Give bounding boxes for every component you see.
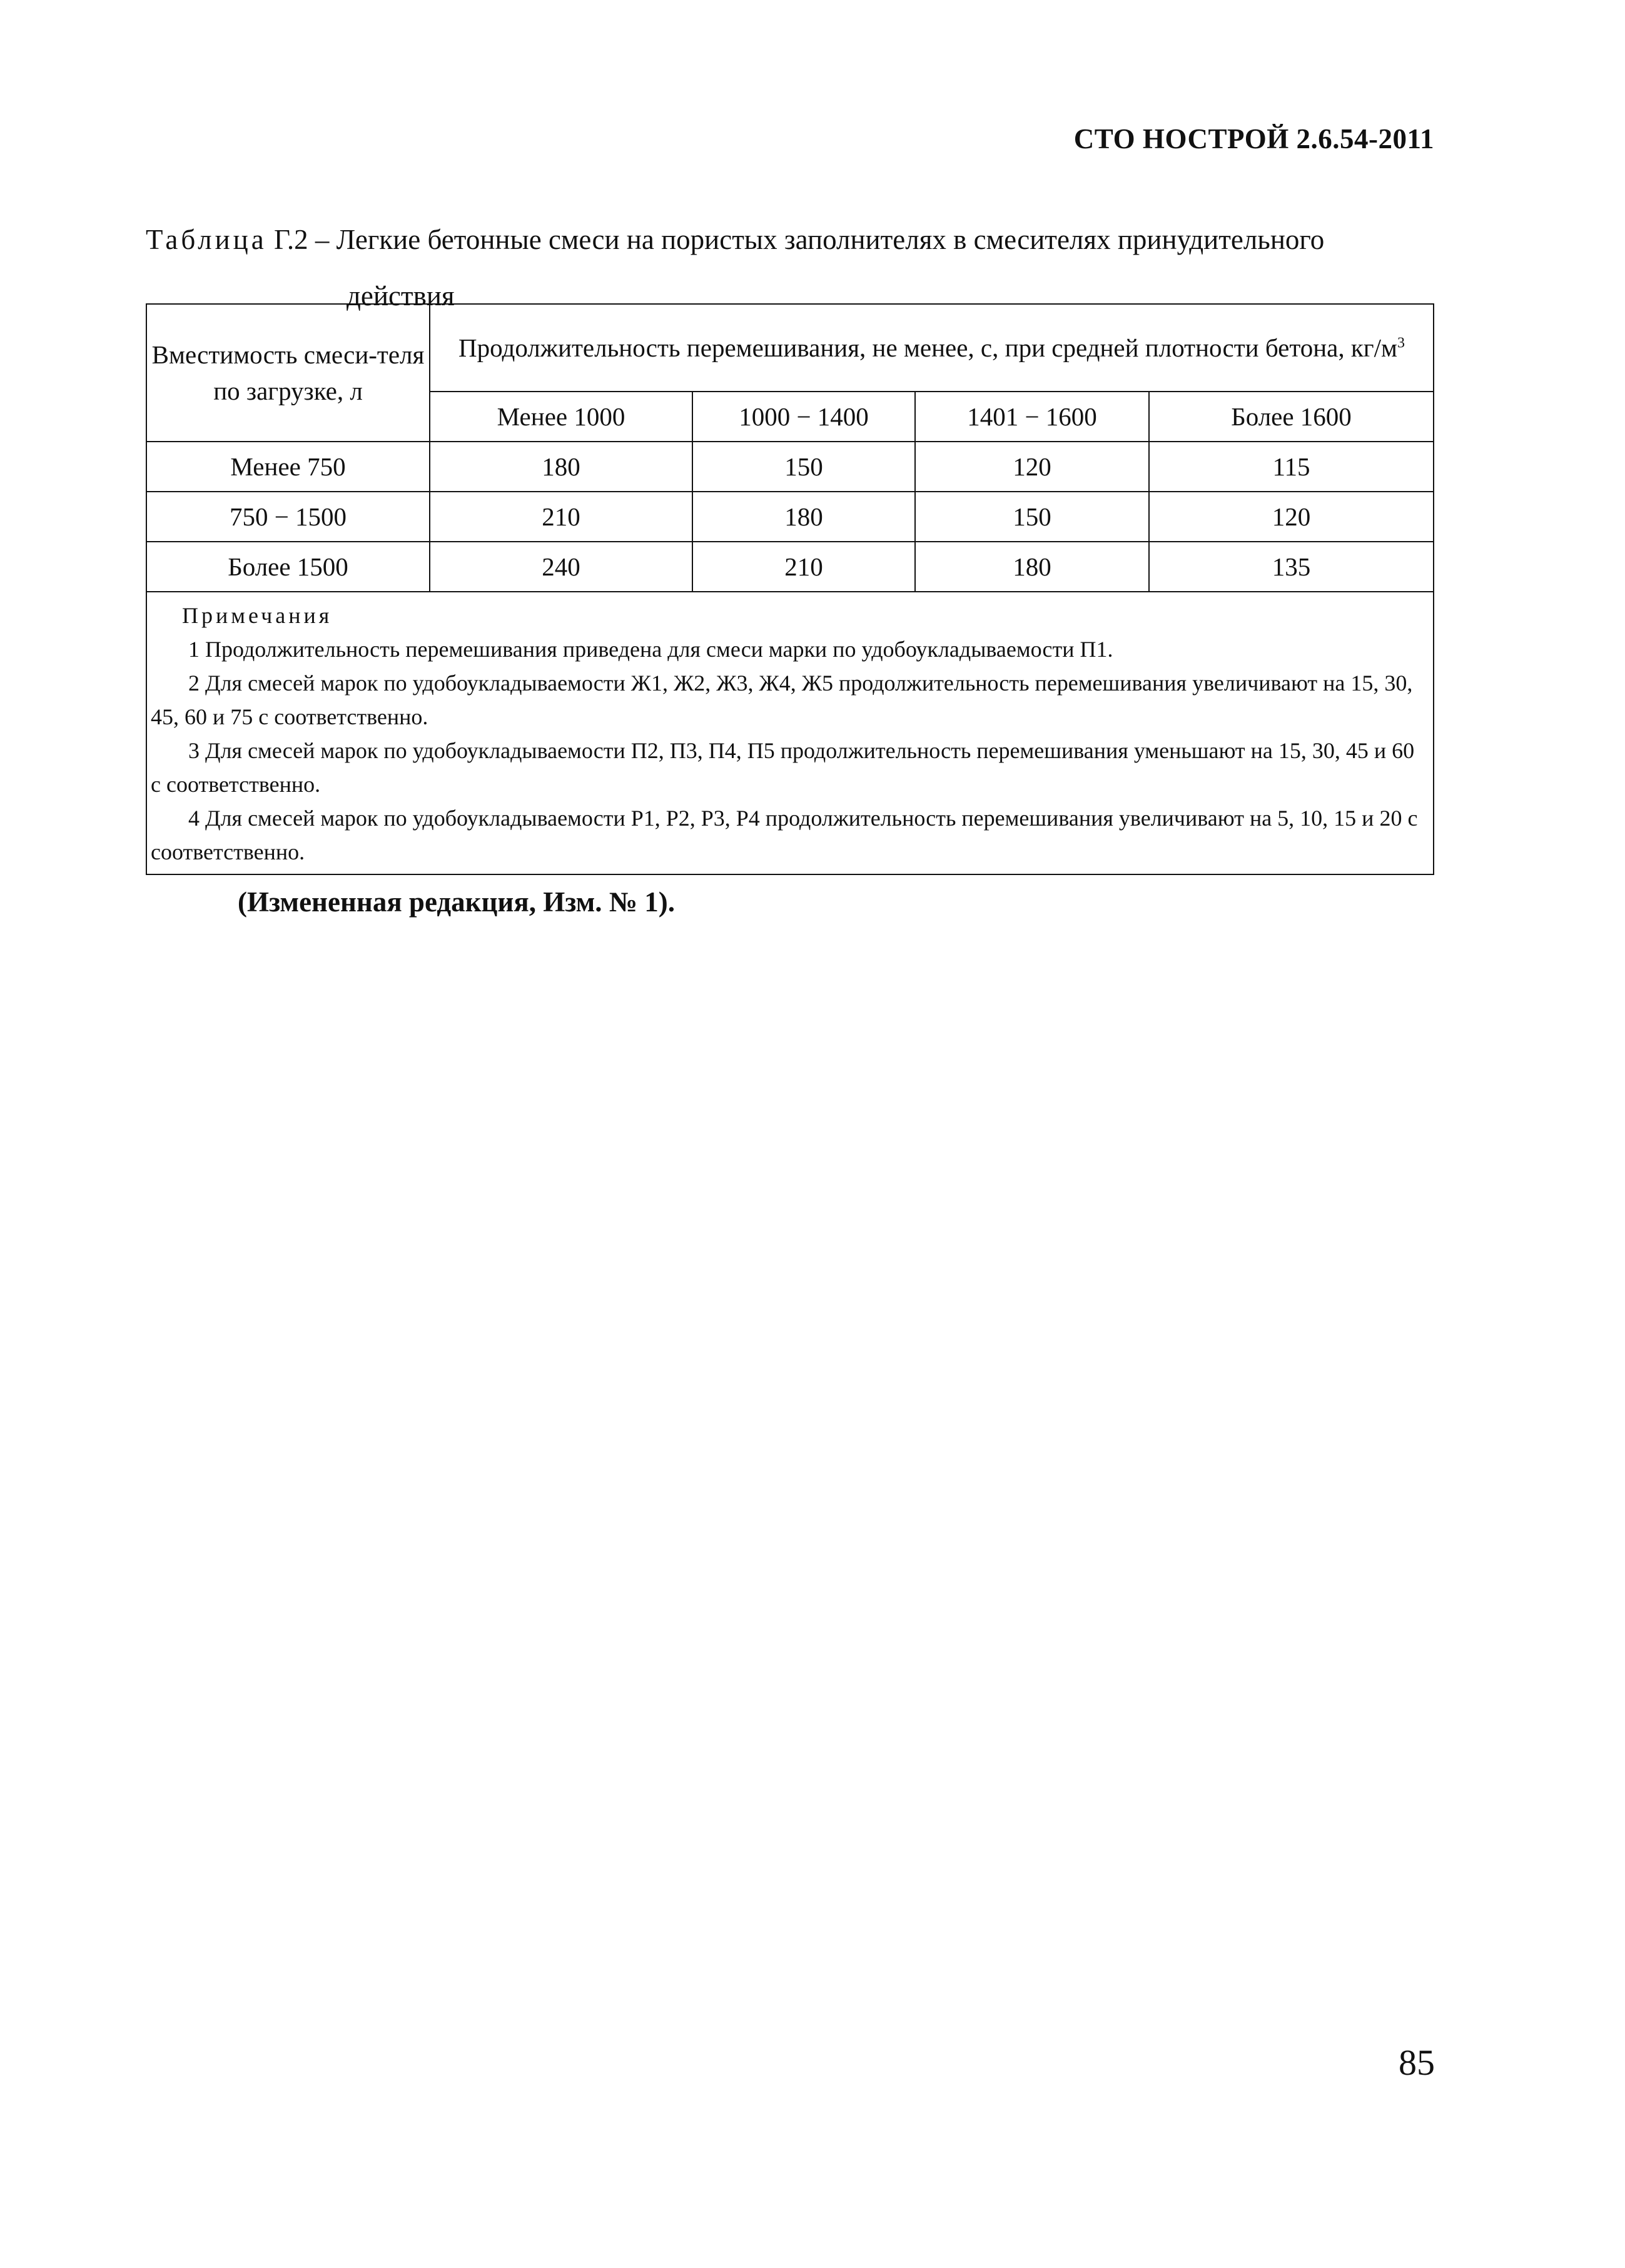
table-cell: 180 xyxy=(915,542,1149,592)
table-cell: 210 xyxy=(430,492,692,542)
table-cell: 150 xyxy=(915,492,1149,542)
note-item: 1 Продолжительность перемешивания приведена для смеси марки по удобоукладываемости П1. xyxy=(188,637,1113,662)
table-cell: 180 xyxy=(692,492,915,542)
table-caption-continuation: действия xyxy=(347,280,455,311)
duration-header-superscript: 3 xyxy=(1397,335,1405,352)
duration-header-text: Продолжительность перемешивания, не менее, с, при средней плотности бетона, кг/м xyxy=(458,333,1397,362)
table-row xyxy=(146,542,1434,592)
duration-header xyxy=(430,304,1434,392)
page-number: 85 xyxy=(1399,2042,1435,2083)
table-cell: 150 xyxy=(692,442,915,492)
notes-cell xyxy=(146,592,1434,874)
capacity-cell: Более 1500 xyxy=(146,542,430,592)
table-cell: 120 xyxy=(915,442,1149,492)
table-cell: 115 xyxy=(1149,442,1434,492)
table-cell: 240 xyxy=(430,542,692,592)
note-item: 3 Для смесей марок по удобоукладываемости П2, П3, П4, П5 продолжительность перемешивания уменьшают на 15, 30, 45 и 60 с соответственно. xyxy=(151,738,1415,797)
table-cell: 135 xyxy=(1149,542,1434,592)
capacity-cell: Менее 750 xyxy=(146,442,430,492)
density-column-header: Менее 1000 xyxy=(430,392,692,442)
density-column-header: 1401 − 1600 xyxy=(915,392,1149,442)
notes-row xyxy=(146,592,1434,874)
table-row xyxy=(146,492,1434,542)
note-item: 2 Для смесей марок по удобоукладываемости Ж1, Ж2, Ж3, Ж4, Ж5 продолжительность перемешивания увеличивают на 15, 30, 45, 60 и 75 с соответственно. xyxy=(151,671,1413,729)
amendment-note: (Измененная редакция, Изм. № 1). xyxy=(238,886,676,918)
capacity-cell: 750 − 1500 xyxy=(146,492,430,542)
density-column-header: Более 1600 xyxy=(1149,392,1434,442)
capacity-header: Вместимость смеси-теля по загрузке, л xyxy=(146,304,430,442)
note-item: 4 Для смесей марок по удобоукладываемости Р1, Р2, Р3, Р4 продолжительность перемешивания увеличивают на 5, 10, 15 и 20 с соответственно. xyxy=(151,806,1418,864)
table-cell: 180 xyxy=(430,442,692,492)
table-cell: 210 xyxy=(692,542,915,592)
table-header-row xyxy=(146,304,1434,392)
table-cell: 120 xyxy=(1149,492,1434,542)
notes-title: Примечания xyxy=(182,603,333,628)
table-caption-text: Г.2 – Легкие бетонные смеси на пористых заполнителях в смесителях принудительного xyxy=(266,224,1325,255)
table-caption-label: Таблица xyxy=(146,224,267,255)
document-code: СТО НОСТРОЙ 2.6.54-2011 xyxy=(1073,123,1434,154)
density-column-header: 1000 − 1400 xyxy=(692,392,915,442)
table-row xyxy=(146,442,1434,492)
mixing-duration-table xyxy=(146,303,1434,875)
